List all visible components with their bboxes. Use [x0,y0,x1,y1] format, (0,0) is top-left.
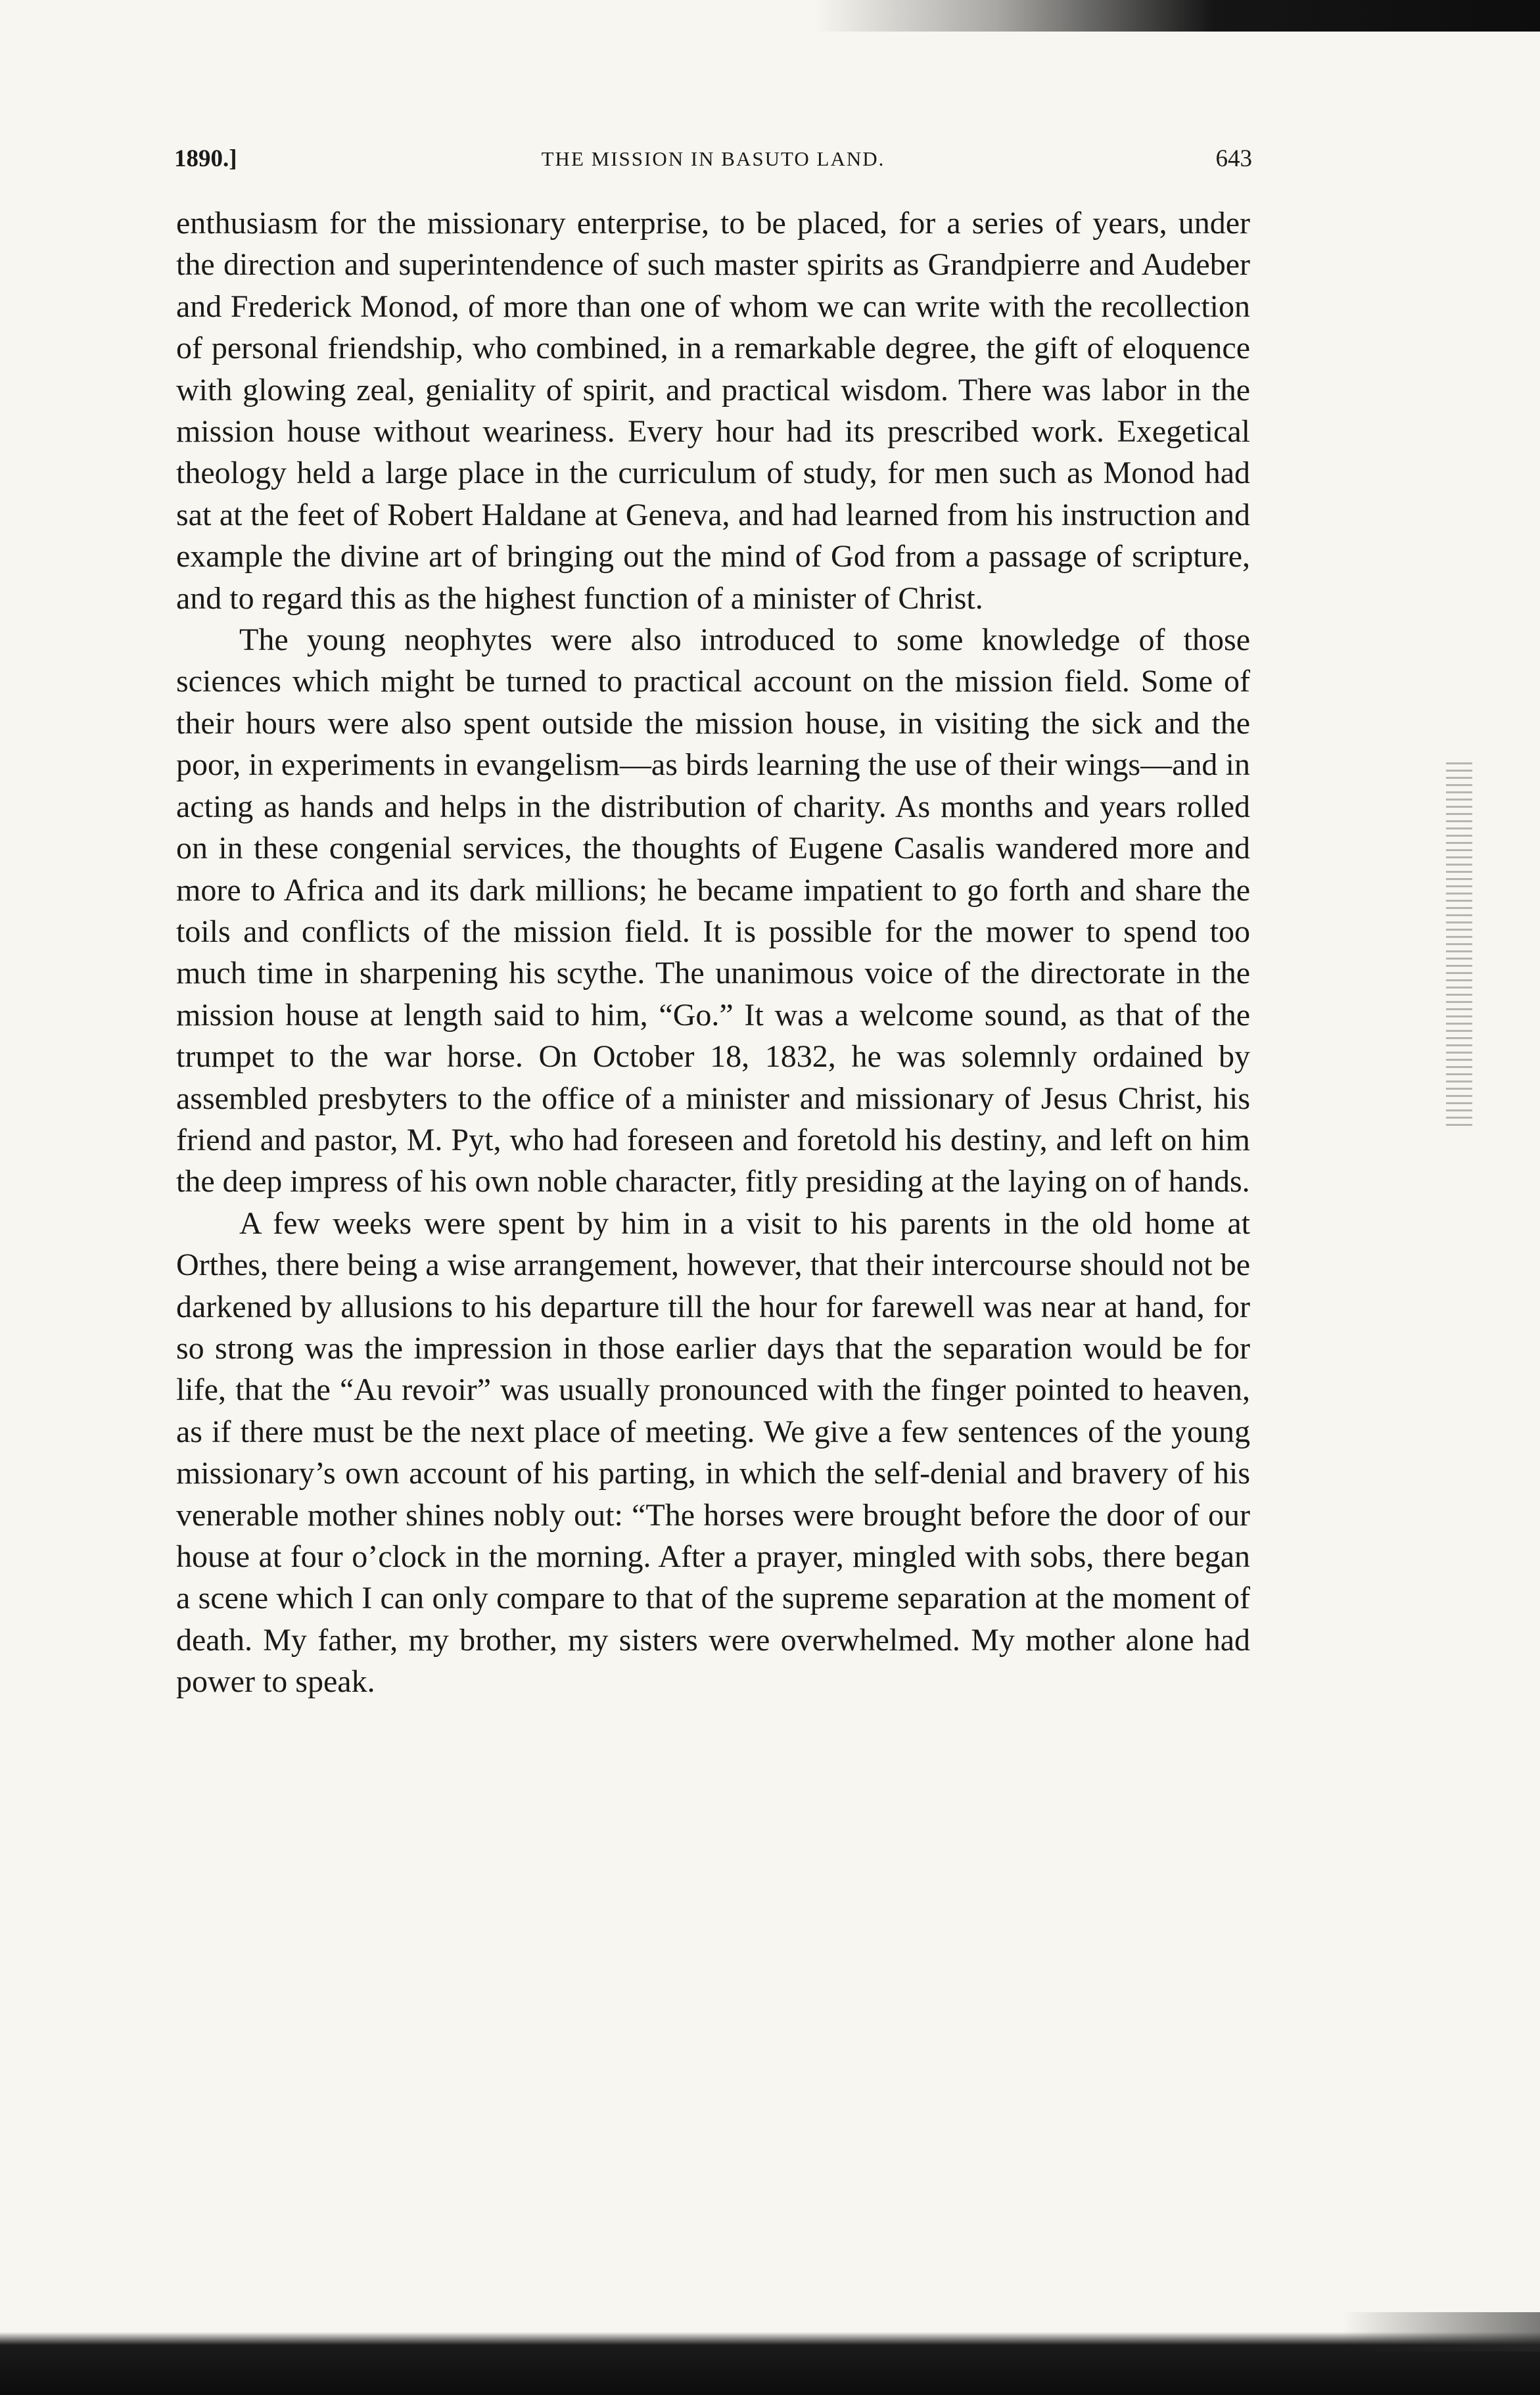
paragraph-1: enthusiasm for the missionary enterprise, to be placed, for a series of years, under the direction and superintendence of such master spirits as Grandpierre and Audeber and Frederick Monod, of more than one of whom we can write with the recollection of personal friendship, who combined, in a remarkable degree, the gift of eloquence with glowing zeal, geniality of spirit, and practical wisdom. There was labor in the mission house without weariness. Every hour had its prescribed work. Exegetical theology held a large place in the curriculum of study, for men such as Monod had sat at the feet of Robert Haldane at Geneva, and had learned from his instruction and example the divine art of bringing out the mind of God from a passage of scripture, and to regard this as the highest function of a minister of Christ. [176,206,1250,616]
scan-edge-noise [1446,762,1472,1130]
running-head-year: 1890.] [174,145,237,172]
paragraph-2: The young neophytes were also introduced to some knowledge of those sciences which might be turned to practical account on the mission field. Some of their hours were also spent outside the mission house, in visiting the sick and the poor, in experiments in evangelism—as birds learning the use of their wings—and in acting as hands and helps in the distribution of charity. As months and years rolled on in these congenial services, the thoughts of Eugene Casalis wandered more and more to Africa and its dark millions; he became impatient to go forth and share the toils and conflicts of the mission field. It is possible for the mower to spend too much time in sharpening his scythe. The unanimous voice of the directorate in the mission house at length said to him, “Go.” It was a welcome sound, as that of the trumpet to the war horse. On October 18, 1832, he was solemnly ordained by assembled presbyters to the office of a minister and missionary of Jesus Christ, his friend and pastor, M. Pyt, who had foreseen and foretold his destiny, and left on him the deep impress of his own noble character, fitly presiding at the laying on of hands. [176,622,1250,1199]
running-head [174,139,1252,179]
paragraph-3: A few weeks were spent by him in a visit to his parents in the old home at Orthes, there being a wise arrangement, however, that their intercourse should not be darkened by allusions to his departure till the hour for farewell was near at hand, for so strong was the impression in those earlier days that the separation would be for life, that the “Au revoir” was usually pronounced with the finger pointed to heaven, as if there must be the next place of meeting. We give a few sentences of the young missionary’s own account of his parting, in which the self-denial and bravery of his venerable mother shines nobly out: “The horses were brought before the door of our house at four o’clock in the morning. After a prayer, mingled with sobs, there began a scene which I can only compare to that of the supreme separation at the moment of death. My father, my brother, my sisters were overwhelmed. My mother alone had power to speak. [176,1205,1250,1700]
scan-edge-top [815,0,1540,32]
page-number: 643 [1215,145,1252,172]
body-text [176,202,1250,1703]
scan-edge-bottom [0,2233,1540,2395]
running-head-title: THE MISSION IN BASUTO LAND. [541,147,885,170]
